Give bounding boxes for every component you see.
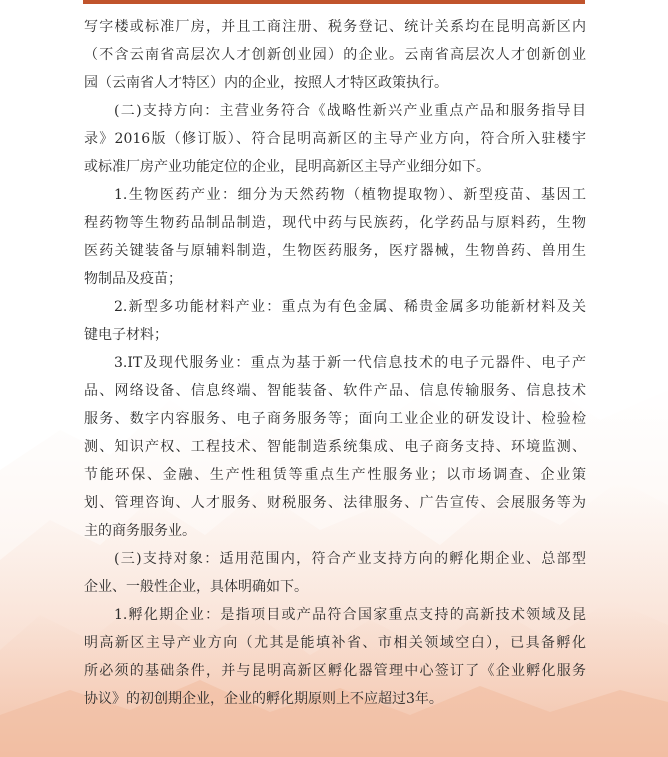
- text-line: 写字楼或标准厂房，并且工商注册、税务登记、统计关系均在昆明高新区内: [84, 19, 586, 35]
- text-line: （不含云南省高层次人才创新创业园）的企业。云南省高层次人才创新创业: [84, 47, 586, 63]
- text-line: 划、管理咨询、人才服务、财税服务、法律服务、广告宣传、会展服务等为: [84, 495, 586, 511]
- text-line: 或标准厂房产业功能定位的企业，昆明高新区主导产业细分如下。: [84, 159, 490, 175]
- list-item-biomedicine: 1.生物医药产业：细分为天然药物（植物提取物）、新型疫苗、基因工: [114, 187, 586, 203]
- text-line: 主的商务服务业。: [84, 523, 196, 539]
- list-item-it-services: 3.IT及现代服务业：重点为基于新一代信息技术的电子元器件、电子产: [114, 355, 586, 371]
- text-line: 程药物等生物药品制品制造，现代中药与民族药，化学药品与原料药，生物: [84, 215, 586, 231]
- section-heading-targets: (三)支持对象：适用范围内，符合产业支持方向的孵化期企业、总部型: [114, 551, 586, 567]
- text-line: 企业、一般性企业，具体明确如下。: [84, 579, 308, 595]
- text-line: 医药关键装备与原辅料制造，生物医药服务，医疗器械，生物兽药、兽用生: [84, 243, 586, 259]
- text-line: 所必须的基础条件，并与昆明高新区孵化器管理中心签订了《企业孵化服务: [84, 663, 586, 679]
- text-line: 测、知识产权、工程技术、智能制造系统集成、电子商务支持、环境监测、: [84, 439, 586, 455]
- text-line: 园（云南省人才特区）内的企业，按照人才特区政策执行。: [84, 75, 448, 91]
- text-line: 物制品及疫苗；: [84, 271, 182, 287]
- text-line: 录》2016版（修订版）、符合昆明高新区的主导产业方向，符合所入驻楼宇: [84, 131, 586, 147]
- text-line: 明高新区主导产业方向（尤其是能填补省、市相关领域空白），已具备孵化: [84, 635, 586, 651]
- text-line: 品、网络设备、信息终端、智能装备、软件产品、信息传输服务、信息技术: [84, 383, 586, 399]
- text-line: 协议》的初创期企业，企业的孵化期原则上不应超过3年。: [84, 691, 443, 707]
- top-accent-bar: [83, 0, 585, 4]
- section-heading-direction: (二)支持方向：主营业务符合《战略性新兴产业重点产品和服务指导目: [114, 103, 586, 119]
- document-body: [84, 13, 586, 713]
- text-line: 节能环保、金融、生产性租赁等重点生产性服务业；以市场调查、企业策: [84, 467, 586, 483]
- text-line: 键电子材料；: [84, 327, 168, 343]
- text-line: 服务、数字内容服务、电子商务服务等；面向工业企业的研发设计、检验检: [84, 411, 586, 427]
- list-item-incubation: 1.孵化期企业：是指项目或产品符合国家重点支持的高新技术领域及昆: [114, 607, 586, 623]
- list-item-materials: 2.新型多功能材料产业：重点为有色金属、稀贵金属多功能新材料及关: [114, 299, 586, 315]
